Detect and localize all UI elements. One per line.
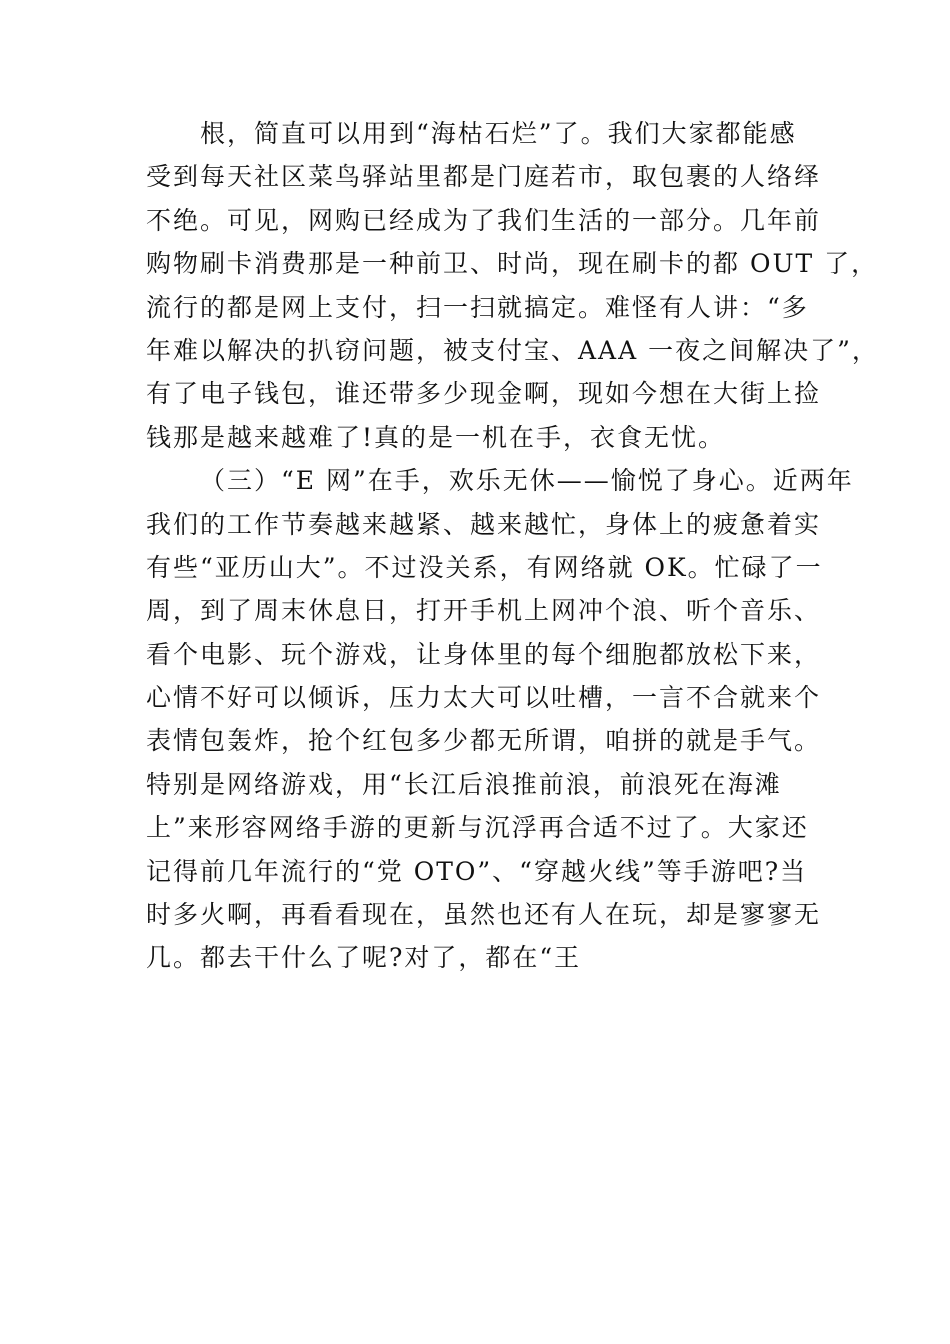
text-line: 不绝。可见，网购已经成为了我们生活的一部分。几年前 bbox=[146, 205, 822, 235]
text-line: 看个电影、玩个游戏，让身体里的每个细胞都放松下来， bbox=[146, 639, 822, 669]
text-line: 表情包轰炸，抢个红包多少都无所谓，咱拼的就是手气。 bbox=[146, 726, 822, 756]
text-line: 根，简直可以用到“海枯石烂”了。我们大家都能感 bbox=[200, 119, 797, 148]
text-line: 周，到了周末休息日，打开手机上网冲个浪、听个音乐、 bbox=[146, 596, 822, 626]
text-line: 心情不好可以倾诉，压力太大可以吐槽，一言不合就来个 bbox=[146, 683, 822, 713]
text-line: 年难以解决的扒窃问题，被支付宝、AAA 一夜之间解决了”， bbox=[146, 335, 879, 365]
text-line: 上”来形容网络手游的更新与沉浮再合适不过了。大家还 bbox=[146, 813, 809, 843]
text-line: 有了电子钱包，谁还带多少现金啊，现如今想在大街上捡 bbox=[146, 379, 822, 409]
text-line: 几。都去干什么了呢?对了，都在“王 bbox=[146, 943, 582, 973]
text-line: 受到每天社区菜鸟驿站里都是门庭若市，取包裹的人络绎 bbox=[146, 162, 822, 192]
text-line: 我们的工作节奏越来越紧、越来越忙，身体上的疲惫着实 bbox=[146, 509, 822, 539]
text-line: 购物刷卡消费那是一种前卫、时尚，现在刷卡的都 OUT 了， bbox=[146, 249, 879, 279]
text-line: 有些“亚历山大”。不过没关系，有网络就 OK。忙碌了一 bbox=[146, 552, 823, 582]
text-line: 记得前几年流行的“党 OTO”、“穿越火线”等手游吧?当 bbox=[146, 856, 808, 886]
section-heading-line: （三）“E 网”在手，欢乐无休——愉悦了身心。近两年 bbox=[200, 466, 854, 496]
text-line: 特别是网络游戏，用“长江后浪推前浪，前浪死在海滩 bbox=[146, 769, 782, 799]
body-text bbox=[146, 112, 879, 980]
text-line: 流行的都是网上支付，扫一扫就搞定。难怪有人讲：“多 bbox=[146, 292, 809, 322]
text-line: 钱那是越来越难了!真的是一机在手，衣食无忧。 bbox=[146, 422, 726, 452]
text-line: 时多火啊，再看看现在，虽然也还有人在玩，却是寥寥无 bbox=[146, 900, 822, 930]
